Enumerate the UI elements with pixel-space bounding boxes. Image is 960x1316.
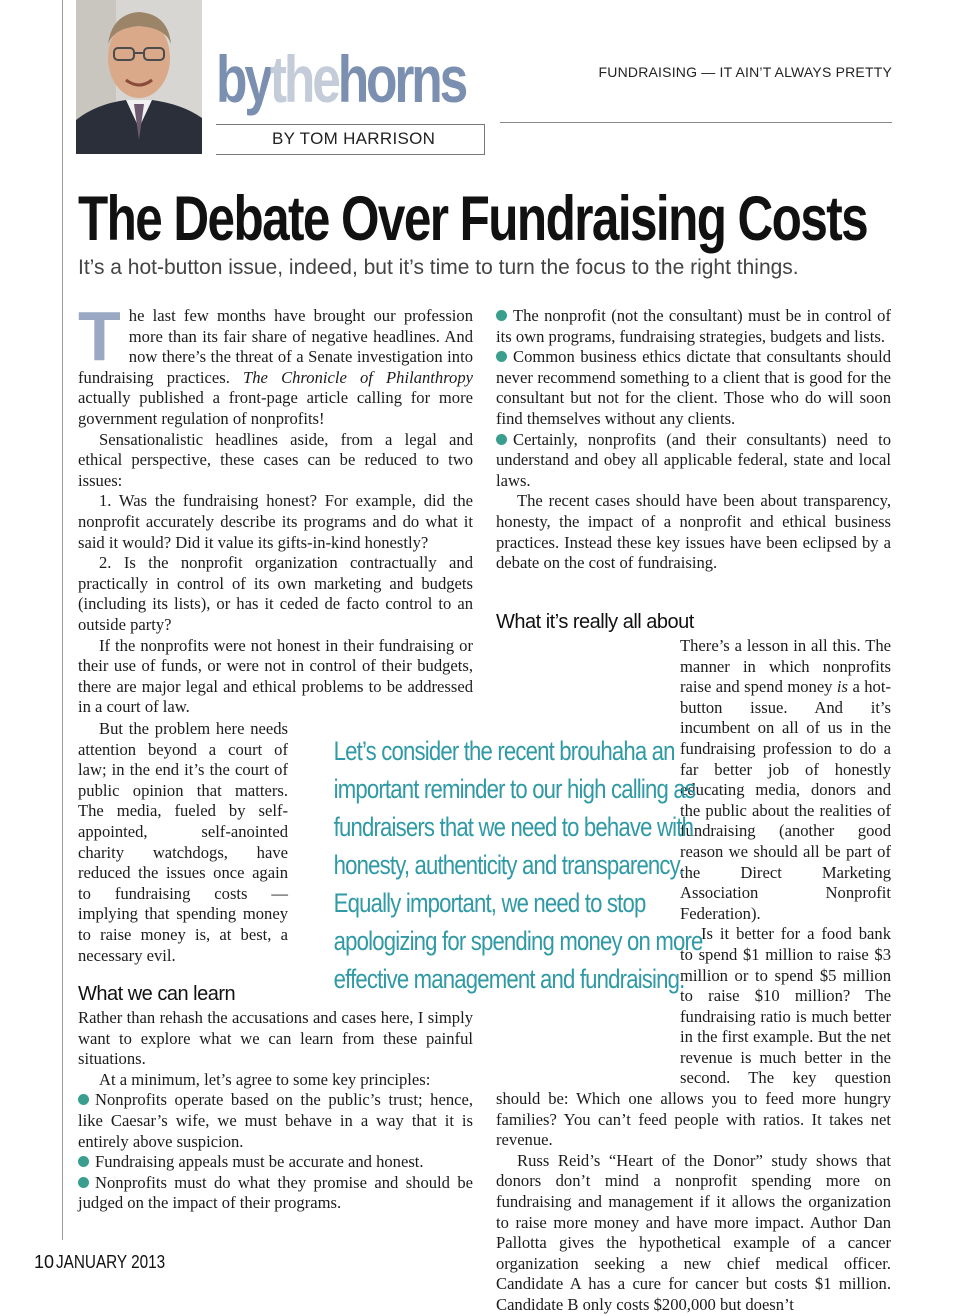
left-column-top xyxy=(78,297,473,718)
intro-end: actually published a front-page article calling for more government regulation of nonprofits! xyxy=(78,388,473,428)
pullquote-line: important reminder to our high calling as xyxy=(333,774,696,804)
issue-date: JANUARY 2013 xyxy=(56,1252,166,1272)
left-column-narrow xyxy=(78,719,288,966)
paragraph: 2. Is the nonprofit organization contractually and practically in control of its own marketing and budgets (including its lists), or has it ceded de facto control to an outside party? xyxy=(78,553,473,634)
bullet-dot-icon xyxy=(496,434,507,445)
page-number: 10 xyxy=(34,1252,55,1272)
pullquote-line: honesty, authenticity and transparency. xyxy=(333,850,684,880)
logo-by: by xyxy=(216,42,270,116)
paragraph: 1. Was the fundraising honest? For example, did the nonprofit accurately describe its programs and do what it said it would? Did it value its gifts-in-kind honestly? xyxy=(78,491,473,552)
deck: It’s a hot-button issue, indeed, but it’s time to turn the focus to the right things. xyxy=(78,256,799,279)
pullquote-line: apologizing for spending money on more xyxy=(333,926,703,956)
emphasis: is xyxy=(836,677,848,697)
left-column-bottom xyxy=(78,1008,473,1214)
pullquote-line: Let’s consider the recent brouhaha an xyxy=(333,736,675,766)
paragraph: But the problem here needs attention beyond a court of law; in the end it’s the court of public opinion that matters. The media, fueled by self-appointed, self-anointed charity watchdogs, have reduced the issues once again to fundraising costs — implying that spending money to raise money is, at best, a necessary evil. xyxy=(78,719,288,965)
paragraph: Is it better for a food bank to spend $1 million to raise $3 million or to spend $5 million to raise $10 million? The fundraising ratio is much better in the first example. But the net revenue is much better in the second. The key question should be: Which one allows you to feed more hungry families? You can’t feed people with ratios. It takes net revenue. xyxy=(496,924,891,1150)
byline: BY TOM HARRISON xyxy=(272,129,436,148)
bullet-dot-icon xyxy=(496,310,507,321)
bullet-dot-icon xyxy=(496,351,507,362)
drop-cap: T xyxy=(78,297,121,375)
bullet-item: Nonprofits operate based on the public’s trust; hence, like Caesar’s wife, we must behave in a way that it is entirely above suspicion. xyxy=(78,1090,473,1151)
pullquote-line: fundraisers that we need to behave with xyxy=(333,812,694,842)
right-column-top xyxy=(496,306,891,574)
bullet-item: Fundraising appeals must be accurate and honest. xyxy=(78,1152,473,1173)
paragraph: At a minimum, let’s agree to some key principles: xyxy=(99,1069,431,1089)
section-rule xyxy=(500,122,892,123)
publication-title: The Chronicle of Philanthropy xyxy=(243,367,473,387)
left-margin-rule xyxy=(62,0,63,1240)
logo-horns: horns xyxy=(337,42,466,116)
pullquote-line: Equally important, we need to stop xyxy=(333,888,646,918)
paragraph: If the nonprofits were not honest in their fundraising or their use of funds, or were not in control of their budgets, there are major legal and ethical problems to be addressed in a court of law. xyxy=(78,635,473,717)
intro-text: he last few months have brought our profession more than its fair share of negative headlines. And now there’s the threat of a Senate investigation into fundraising practices. xyxy=(78,306,473,387)
author-portrait-image xyxy=(76,0,202,154)
bullet-dot-icon xyxy=(78,1156,89,1167)
subhead-really: What it’s really all about xyxy=(496,611,694,633)
headline: The Debate Over Fundraising Costs xyxy=(78,184,868,254)
author-photo xyxy=(76,0,202,154)
paragraph: There’s a lesson in all this. The manner in which nonprofits raise and spend money is a hot-button issue. And it’s incumbent on all of us in the fundraising profession to do a far better job of honestly educating media, donors and the public about the realities of fundraising (another good reason we should all be part of the Direct Marketing Association Nonprofit Federation). xyxy=(680,636,891,923)
bullet-dot-icon xyxy=(78,1177,89,1188)
bullet-item: Certainly, nonprofits (and their consultants) need to understand and obey all applicable federal, state and local laws. xyxy=(496,429,891,490)
subhead-learn: What we can learn xyxy=(78,983,236,1005)
paragraph: The recent cases should have been about transparency, honesty, the impact of a nonprofit and ethical business practices. Instead these key issues have been eclipsed by a debate on the cost of fundraising. xyxy=(496,491,891,573)
bullet-dot-icon xyxy=(78,1094,89,1105)
column-logo xyxy=(216,42,466,116)
paragraph-intro xyxy=(78,297,473,430)
logo-the: the xyxy=(269,42,338,116)
pullquote-line: effective management and fundraising. xyxy=(333,964,685,994)
bullet-item: Common business ethics dictate that consultants should never recommend something to a client that is good for the consultant but not for the client. Those who do will soon find themselves without any clients. xyxy=(496,347,891,428)
paragraph: Sensationalistic headlines aside, from a legal and ethical perspective, these cases can be reduced to two issues: xyxy=(78,429,473,490)
section-label: FUNDRAISING — IT AIN’T ALWAYS PRETTY xyxy=(598,64,892,80)
bullet-item: Nonprofits must do what they promise and should be judged on the impact of their programs. xyxy=(78,1172,473,1213)
paragraph: Rather than rehash the accusations and cases here, I simply want to explore what we can learn from these painful situations. xyxy=(78,1008,473,1069)
paragraph: Russ Reid’s “Heart of the Donor” study shows that donors don’t mind a nonprofit spending more on fundraising and management if it allows the organization to raise more money and have more impact. Author Dan Pallotta gives the hypothetical example of a cancer organization seeking a new chief medical officer. Candidate A has a cure for cancer but costs $1 million. Candidate B only costs $200,000 but doesn’t xyxy=(496,1150,891,1314)
bullet-item: The nonprofit (not the consultant) must be in control of its own programs, fundraising strategies, budgets and lists. xyxy=(496,306,891,346)
pull-quote xyxy=(300,732,703,998)
